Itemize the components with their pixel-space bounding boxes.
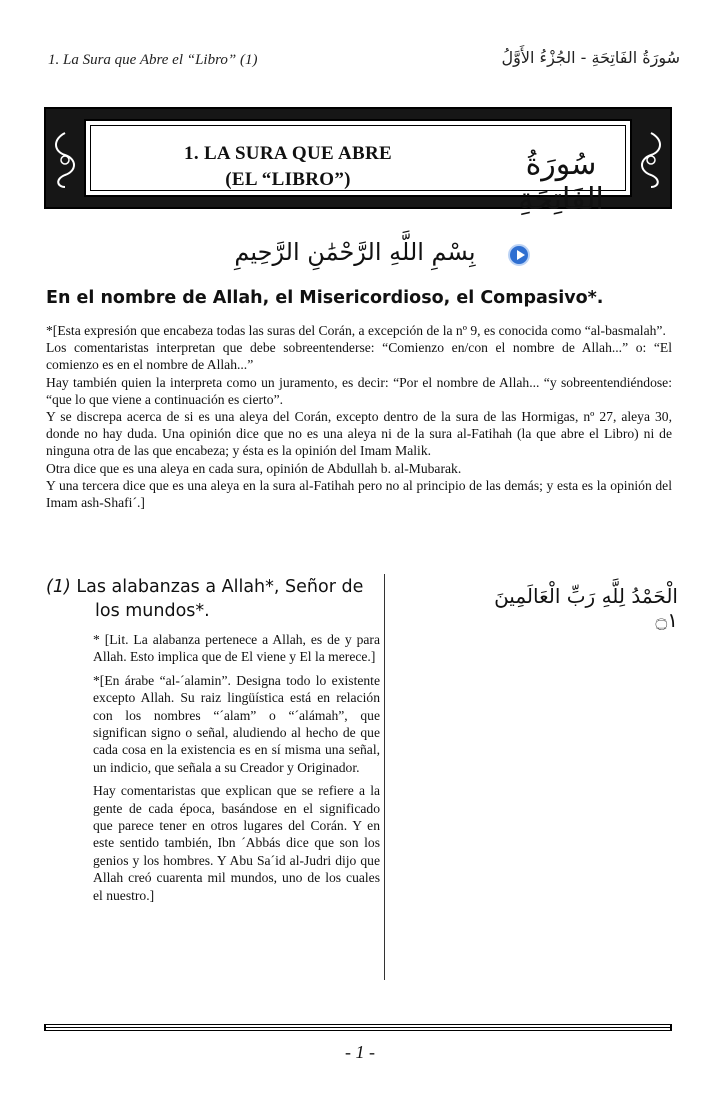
verse-1-notes: [93, 631, 380, 904]
sura-title-banner: [44, 107, 672, 217]
verse-1-translation: [46, 575, 380, 910]
verse-1-line1: [46, 575, 380, 599]
sura-title-arabic: سُورَةُ الفَاتِحَةِ: [518, 147, 604, 217]
verse-note: *[En árabe “al-´alamin”. Designa todo lo existente excepto Allah. Su raiz lingüística está en relación con los nombres “´alam” o “´alámah”, que significan signo o señal, aludiendo al hecho de que cada cosa en la existencia es en sí misma una señal, un indicio, que señala a su Creador y Originador.: [93, 672, 380, 775]
verse-note: Hay comentaristas que explican que se refiere a la gente de cada época, basándose en el significado que parece tener en otros lugares del Corán. Y en este sentido también, Ibn ´Abbás dice que son los genios y los hombres. Y Abu Sa´id al-Judri dijo que Allah creó cuarenta mil mundos, uno de los cuales el nuestro.]: [93, 783, 380, 903]
basmalah-commentary: [46, 322, 672, 511]
basmalah-row: [190, 238, 530, 274]
commentary-paragraph: Los comentaristas interpretan que debe sobreentenderse: “Comienzo en/con el nombre de Allah...” o: “El comienzo es en el nombre de Allah...”: [46, 340, 672, 373]
basmalah-arabic: بِسْمِ اللَّهِ الرَّحْمَٰنِ الرَّحِيمِ: [234, 238, 476, 266]
ornament-right-icon: [637, 129, 665, 191]
banner-frame: [84, 119, 632, 217]
play-audio-icon[interactable]: [508, 244, 530, 266]
footer-rule: [44, 1024, 672, 1031]
verse-note: * [Lit. La alabanza pertenece a Allah, es de y para Allah. Esto implica que de El viene y El la merece.]: [93, 632, 380, 665]
verse-1-text-line1: Las alabanzas a Allah*, Señor de: [76, 577, 364, 597]
verse-number: (1): [46, 577, 71, 597]
verse-1-text-line2: los mundos*.: [95, 601, 210, 621]
basmalah-translation: En el nombre de Allah, el Misericordioso, el Compasivo*.: [46, 288, 604, 308]
sura-title: [148, 141, 428, 193]
commentary-paragraph: *[Esta expresión que encabeza todas las suras del Corán, a excepción de la nº 9, es conocida como “al-basmalah”.: [46, 323, 666, 338]
page-header-arabic: سُورَةُ الفَاتِحَةِ - الجُزْءُ الأَوَّلُ: [501, 48, 680, 67]
sura-title-line1: 1. LA SURA QUE ABRE: [184, 143, 392, 164]
column-divider: [384, 574, 385, 980]
commentary-paragraph: Y una tercera dice que es una aleya en la sura al-Fatihah pero no al principio de las demás; y esta es la opinión del Imam ash-Shafi´.]: [46, 477, 672, 511]
commentary-paragraph: Y se discrepa acerca de si es una aleya del Corán, excepto dentro de la sura de las Hormigas, nº 27, aleya 30, donde no hay duda. Una opinión dice que no es una aleya ni de la sura al-Fatihah (la que abre el Libro) ni de ninguna otra de las que encabeza; y ésta es la opinión del Imam Malik.: [46, 409, 672, 459]
commentary-paragraph: Otra dice que es una aleya en cada sura, opinión de Abdullah b. al-Mubarak.: [46, 460, 462, 476]
page-header-title: 1. La Sura que Abre el “Libro” (1): [48, 52, 258, 68]
sura-title-line2: (EL “LIBRO”): [225, 169, 351, 190]
verse-1-arabic: الْحَمْدُ لِلَّهِ رَبِّ الْعَالَمِينَ ۝١: [494, 584, 678, 632]
commentary-paragraph: Hay también quien la interpreta como un juramento, es decir: “Por el nombre de Allah... “y sobreentendiéndose: “que lo que viene a continuación es cierto”.: [46, 374, 672, 407]
page-number: - 1 -: [345, 1042, 375, 1062]
ornament-left-icon: [51, 129, 79, 191]
